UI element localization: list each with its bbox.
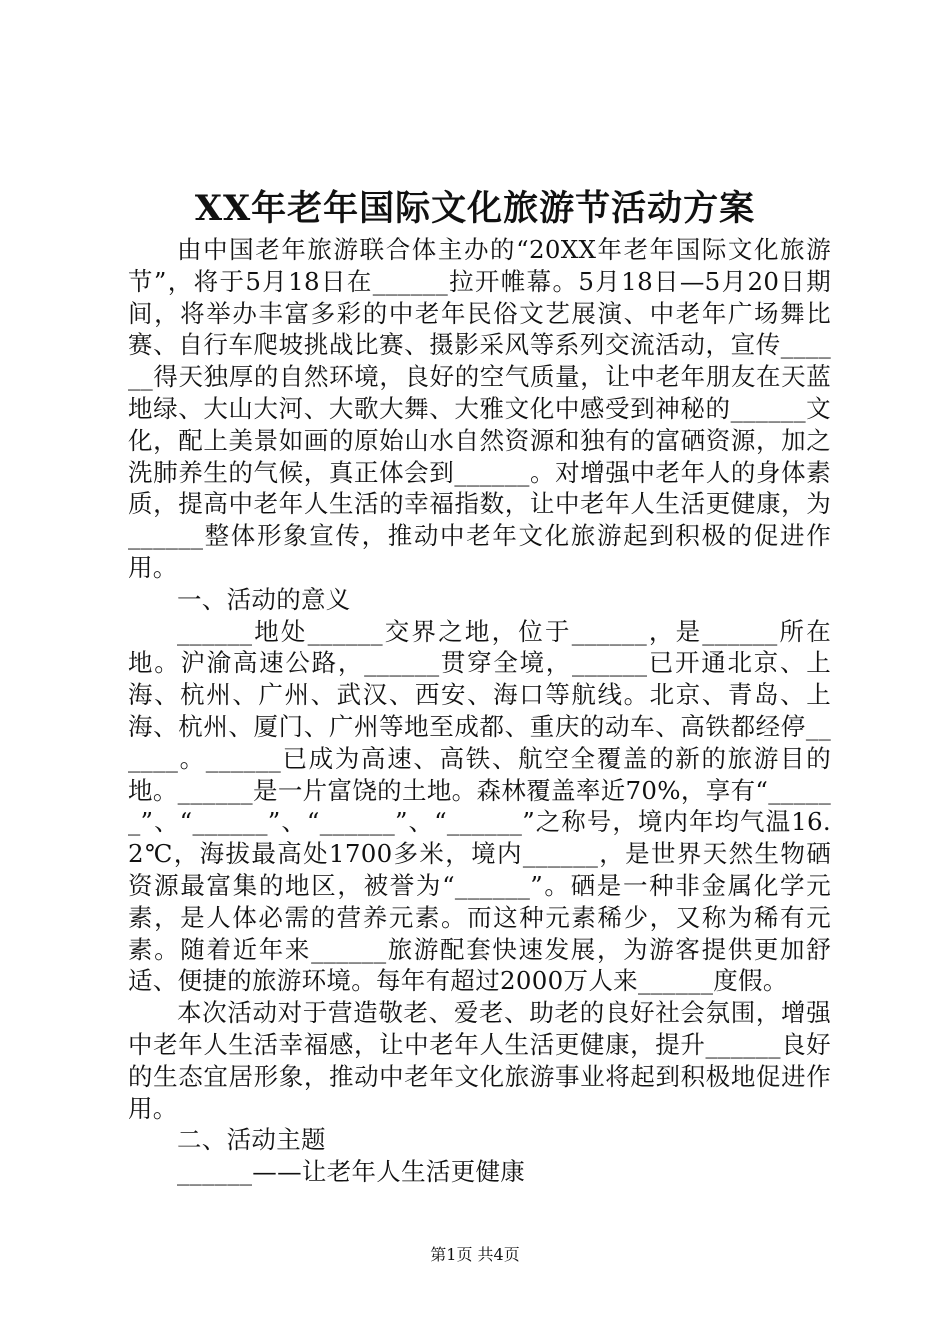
document-title: XX年老年国际文化旅游节活动方案 (194, 188, 756, 229)
document-body (128, 234, 831, 1188)
paragraph-intro: 由中国老年旅游联合体主办的“20XX年老年国际文化旅游节”，将于5月18日在______拉开帷幕。5月18日—5月20日期间，将举办丰富多彩的中老年民俗文艺展演、中老年广场舞比赛、自行车爬坡挑战比赛、摄影采风等系列交流活动，宣传______得天独厚的自然环境，良好的空气质量，让中老年朋友在天蓝地绿、大山大河、大歌大舞、大雅文化中感受到神秘的______文化，配上美景如画的原始山水自然资源和独有的富硒资源，加之洗肺养生的气候，真正体会到______。对增强中老年人的身体素质，提高中老年人生活的幸福指数，让中老年人生活更健康，为______整体形象宣传，推动中老年文化旅游起到积极的促进作用。 (128, 235, 831, 582)
paragraph-significance: ______地处______交界之地，位于______，是______所在地。沪渝高速公路，______贯穿全境，______已开通北京、上海、杭州、广州、武汉、西安、海口等航线。北京、青岛、上海、杭州、厦门、广州等地至成都、重庆的动车、高铁都经停______。______已成为高速、高铁、航空全覆盖的新的旅游目的地。______是一片富饶的土地。森林覆盖率近70%，享有“______”、“______”、“______”、“______”之称号，境内年均气温16.2℃，海拔最高处1700多米，境内______，是世界天然生物硒资源最富集的地区，被誉为“______”。硒是一种非金属化学元素，是人体必需的营养元素。而这种元素稀少，又称为稀有元素。随着近年来______旅游配套快速发展，为游客提供更加舒适、便捷的旅游环境。每年有超过2000万人来______度假。 (128, 616, 831, 996)
paragraph-theme: ______——让老年人生活更健康 (177, 1157, 526, 1187)
section-heading-theme: 二、活动主题 (177, 1125, 326, 1155)
section-heading-significance: 一、活动的意义 (177, 584, 351, 614)
paragraph-activity-purpose: 本次活动对于营造敬老、爱老、助老的良好社会氛围，增强中老年人生活幸福感，让中老年人生活更健康，提升______良好的生态宜居形象，推动中老年文化旅游事业将起到积极地促进作用。 (128, 998, 831, 1123)
page-footer: 第1页 共4页 (430, 1245, 520, 1264)
